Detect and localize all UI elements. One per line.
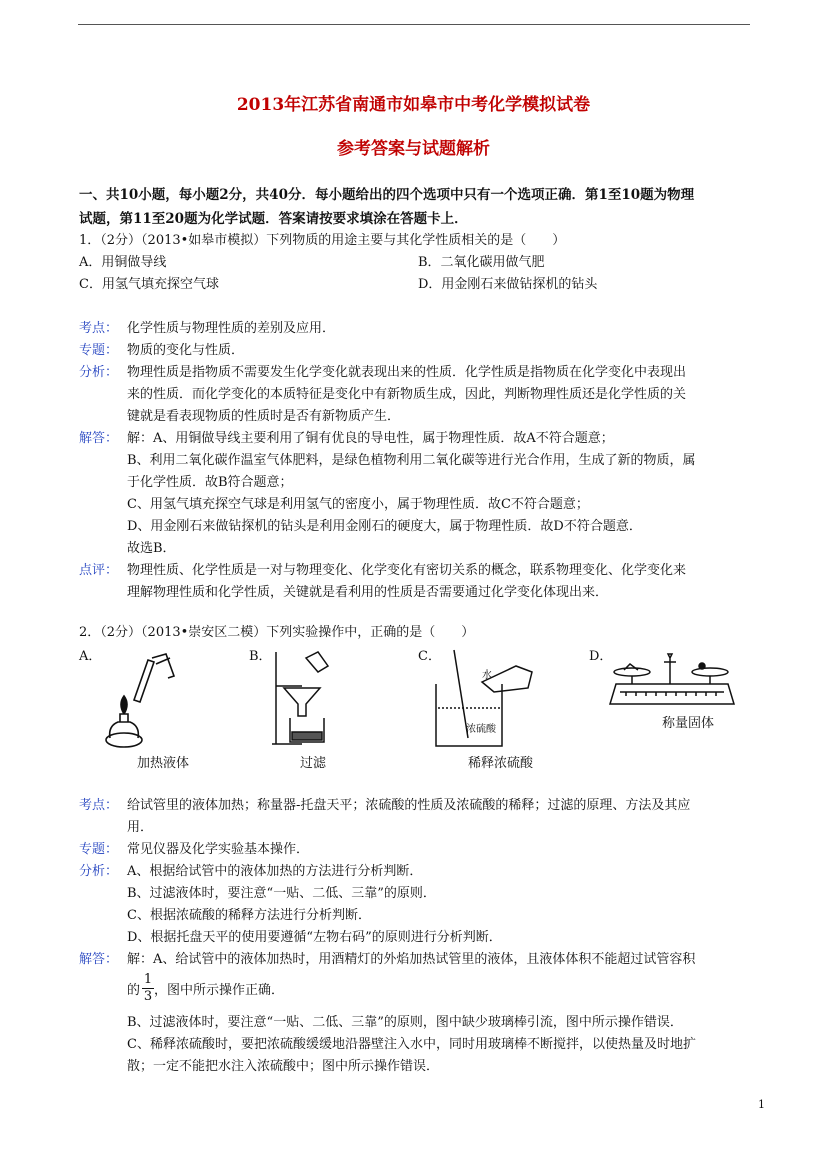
q1-dianping-label: 点评：: [79, 563, 119, 578]
q2-jieda-line1: 解：A、给试管中的液体加热时，用酒精灯的外焰加热试管里的液体，且液体体积不能超过试管容积: [127, 952, 696, 967]
q2-kaodian-line: 用．: [127, 820, 154, 835]
q2-jieda-label: 解答：: [79, 952, 119, 967]
q2-jieda-line4: C、稀释浓硫酸时，要把浓硫酸缓缓地沿器壁注入水中，同时用玻璃棒不断搅拌，以使热量及时地扩: [127, 1037, 696, 1052]
q1-jieda-line: C、用氢气填充探空气球是利用氢气的密度小，属于物理性质．故C不符合题意；: [127, 497, 589, 512]
figure-c-acid-label: 浓硫酸: [466, 724, 496, 735]
q1-kaodian: 化学性质与物理性质的差别及应用．: [127, 321, 336, 336]
q2-fenxi-line: C、根据浓硫酸的稀释方法进行分析判断．: [127, 908, 371, 923]
q2-stem: 2．（2分）（2013•崇安区二模）下列实验操作中，正确的是（ ）: [79, 625, 475, 640]
fraction-one-third: [142, 973, 154, 1004]
q1-dianping-line: 理解物理性质和化学性质，关键就是看利用的性质是否需要通过化学变化体现出来．: [127, 585, 609, 600]
q1-option-a: A．用铜做导线: [79, 255, 167, 270]
section-intro-line1: 一、共10小题，每小题2分，共40分．每小题给出的四个选项中只有一个选项正确．第1至10题为物理: [79, 187, 695, 203]
page-subtitle: 参考答案与试题解析: [337, 139, 490, 159]
figure-balance: [606, 648, 746, 712]
q1-stem: 1．（2分）（2013•如皋市模拟）下列物质的用途主要与其化学性质相关的是（ ）: [79, 233, 566, 248]
q2-zhuanti: 常见仪器及化学实验基本操作．: [127, 842, 310, 857]
q2-option-a: A．: [79, 649, 102, 664]
q1-fenxi-line: 来的性质．而化学变化的本质特征是变化中有新物质生成，因此，判断物理性质还是化学性质的关: [127, 387, 687, 402]
section-intro-line2: 试题，第11至20题为化学试题．答案请按要求填涂在答题卡上．: [79, 211, 468, 227]
q1-dianping-line: 物理性质、化学性质是一对与物理变化、化学变化有密切关系的概念，联系物理变化、化学变化来: [127, 563, 687, 578]
q1-jieda-label: 解答：: [79, 431, 119, 446]
figure-filtration: [262, 648, 342, 748]
q1-option-c: C．用氢气填充探空气球: [79, 277, 219, 292]
q1-fenxi-line: 物理性质是指物质不需要发生化学变化就表现出来的性质．化学性质是指物质在化学变化中表现出: [127, 365, 687, 380]
q2-jieda-line2-pre: 的: [127, 983, 141, 998]
figure-c-water-label: 水: [482, 670, 492, 681]
q1-jieda-line: D、用金刚石来做钻探机的钻头是利用金刚石的硬度大，属于物理性质．故D不符合题意．: [127, 519, 642, 534]
q2-kaodian-label: 考点：: [79, 798, 119, 813]
page-title: 2013年江苏省南通市如皋市中考化学模拟试卷: [236, 95, 591, 115]
header-rule: [78, 24, 750, 25]
q2-fenxi-line: B、过滤液体时，要注意“一贴、二低、三靠”的原则．: [127, 886, 436, 901]
figure-b-caption: 过滤: [300, 756, 327, 771]
q1-jieda-line: 解：A、用铜做导线主要利用了铜有优良的导电性，属于物理性质．故A不符合题意；: [127, 431, 614, 446]
figure-a-caption: 加热液体: [137, 756, 190, 771]
q1-jieda-line: 于化学性质．故B符合题意；: [127, 475, 293, 490]
q1-jieda-line: 故选B．: [127, 541, 176, 556]
q2-fenxi-line: D、根据托盘天平的使用要遵循“左物右码”的原则进行分析判断．: [127, 930, 502, 945]
q2-zhuanti-label: 专题：: [79, 842, 119, 857]
q1-fenxi-label: 分析：: [79, 365, 119, 380]
fraction-numerator: 1: [143, 972, 153, 987]
q2-fenxi-label: 分析：: [79, 864, 119, 879]
q2-jieda-line5: 散；一定不能把水注入浓硫酸中；图中所示操作错误．: [127, 1059, 440, 1074]
q2-jieda-line2-post: ，图中所示操作正确．: [154, 983, 285, 998]
q2-option-b: B．: [249, 649, 272, 664]
q1-option-d: D．用金刚石来做钻探机的钻头: [418, 277, 598, 292]
q2-option-c: C．: [418, 649, 441, 664]
q1-zhuanti-label: 专题：: [79, 343, 119, 358]
page-number: 1: [758, 1098, 765, 1111]
fraction-denominator: 3: [143, 989, 153, 1004]
q2-option-d: D．: [589, 649, 613, 664]
q2-jieda-line3: B、过滤液体时，要注意“一贴、二低、三靠”的原则，图中缺少玻璃棒引流，图中所示操作错误．: [127, 1015, 683, 1030]
q1-option-b: B．二氧化碳用做气肥: [418, 255, 545, 270]
q1-kaodian-label: 考点：: [79, 321, 119, 336]
q2-kaodian-line: 给试管里的液体加热；称量器-托盘天平；浓硫酸的性质及浓硫酸的稀释；过滤的原理、方法及其应: [127, 798, 691, 813]
q2-fenxi-line: A、根据给试管中的液体加热的方法进行分析判断．: [127, 864, 423, 879]
figure-d-caption: 称量固体: [662, 716, 715, 731]
q1-fenxi-line: 键就是看表现物质的性质时是否有新物质产生．: [127, 409, 401, 424]
figure-c-caption: 稀释浓硫酸: [468, 756, 534, 771]
q1-jieda-line: B、利用二氧化碳作温室气体肥料，是绿色植物利用二氧化碳等进行光合作用，生成了新的物质，属: [127, 453, 696, 468]
q1-zhuanti: 物质的变化与性质．: [127, 343, 245, 358]
figure-heating-liquid: [96, 650, 206, 750]
